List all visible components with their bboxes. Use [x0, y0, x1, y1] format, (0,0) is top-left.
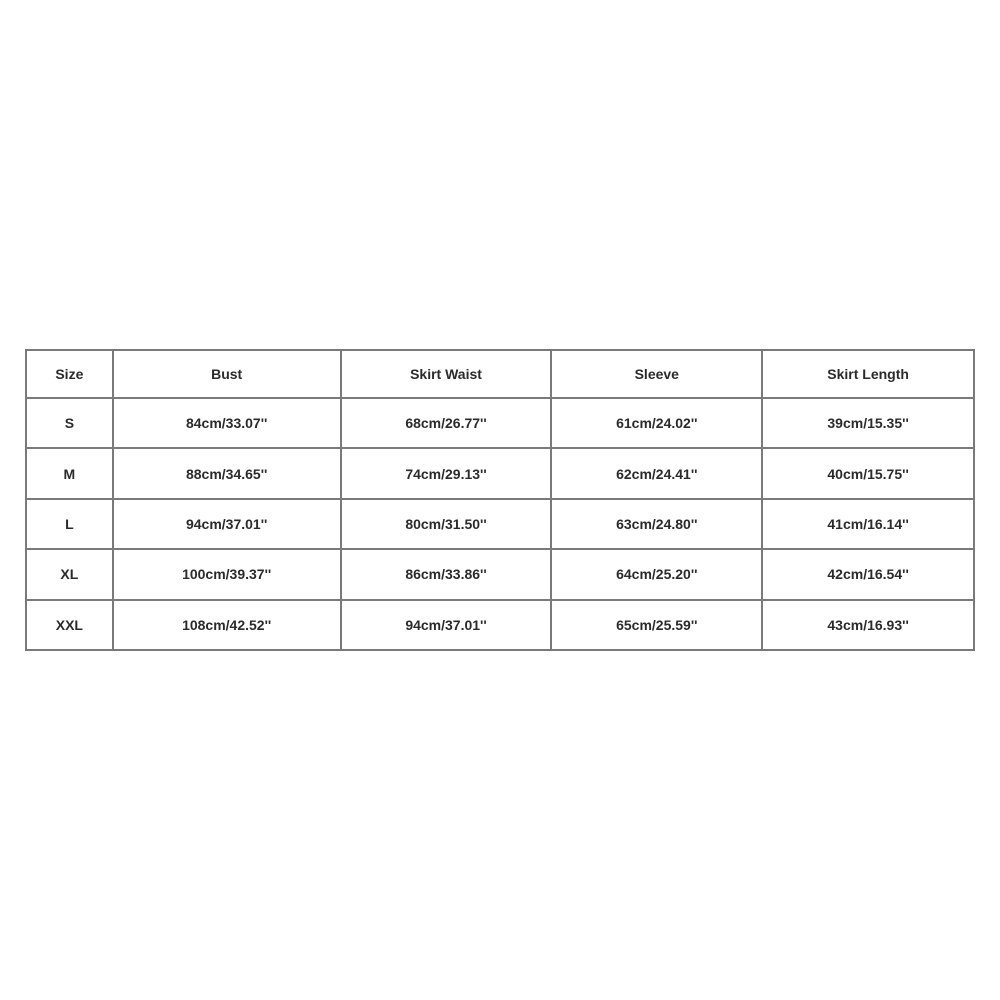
size-chart-table [25, 349, 975, 651]
cell-bust: 84cm/33.07'' [113, 398, 341, 448]
cell-skirt-length: 40cm/15.75'' [762, 448, 974, 498]
header-skirt-length: Skirt Length [762, 350, 974, 398]
header-size: Size [26, 350, 113, 398]
cell-skirt-waist: 94cm/37.01'' [341, 600, 552, 650]
table-row [26, 448, 974, 498]
table-row [26, 549, 974, 599]
cell-bust: 100cm/39.37'' [113, 549, 341, 599]
cell-size: XXL [26, 600, 113, 650]
header-sleeve: Sleeve [551, 350, 762, 398]
cell-skirt-waist: 68cm/26.77'' [341, 398, 552, 448]
cell-sleeve: 61cm/24.02'' [551, 398, 762, 448]
cell-skirt-waist: 80cm/31.50'' [341, 499, 552, 549]
cell-skirt-length: 43cm/16.93'' [762, 600, 974, 650]
header-row [26, 350, 974, 398]
cell-size: XL [26, 549, 113, 599]
cell-bust: 94cm/37.01'' [113, 499, 341, 549]
cell-sleeve: 65cm/25.59'' [551, 600, 762, 650]
cell-size: L [26, 499, 113, 549]
cell-skirt-waist: 74cm/29.13'' [341, 448, 552, 498]
header-bust: Bust [113, 350, 341, 398]
cell-size: S [26, 398, 113, 448]
cell-sleeve: 63cm/24.80'' [551, 499, 762, 549]
cell-sleeve: 62cm/24.41'' [551, 448, 762, 498]
cell-bust: 108cm/42.52'' [113, 600, 341, 650]
header-skirt-waist: Skirt Waist [341, 350, 552, 398]
cell-skirt-length: 39cm/15.35'' [762, 398, 974, 448]
cell-sleeve: 64cm/25.20'' [551, 549, 762, 599]
cell-skirt-length: 42cm/16.54'' [762, 549, 974, 599]
table-row [26, 600, 974, 650]
cell-size: M [26, 448, 113, 498]
cell-skirt-waist: 86cm/33.86'' [341, 549, 552, 599]
cell-skirt-length: 41cm/16.14'' [762, 499, 974, 549]
table-row [26, 398, 974, 448]
table-row [26, 499, 974, 549]
cell-bust: 88cm/34.65'' [113, 448, 341, 498]
